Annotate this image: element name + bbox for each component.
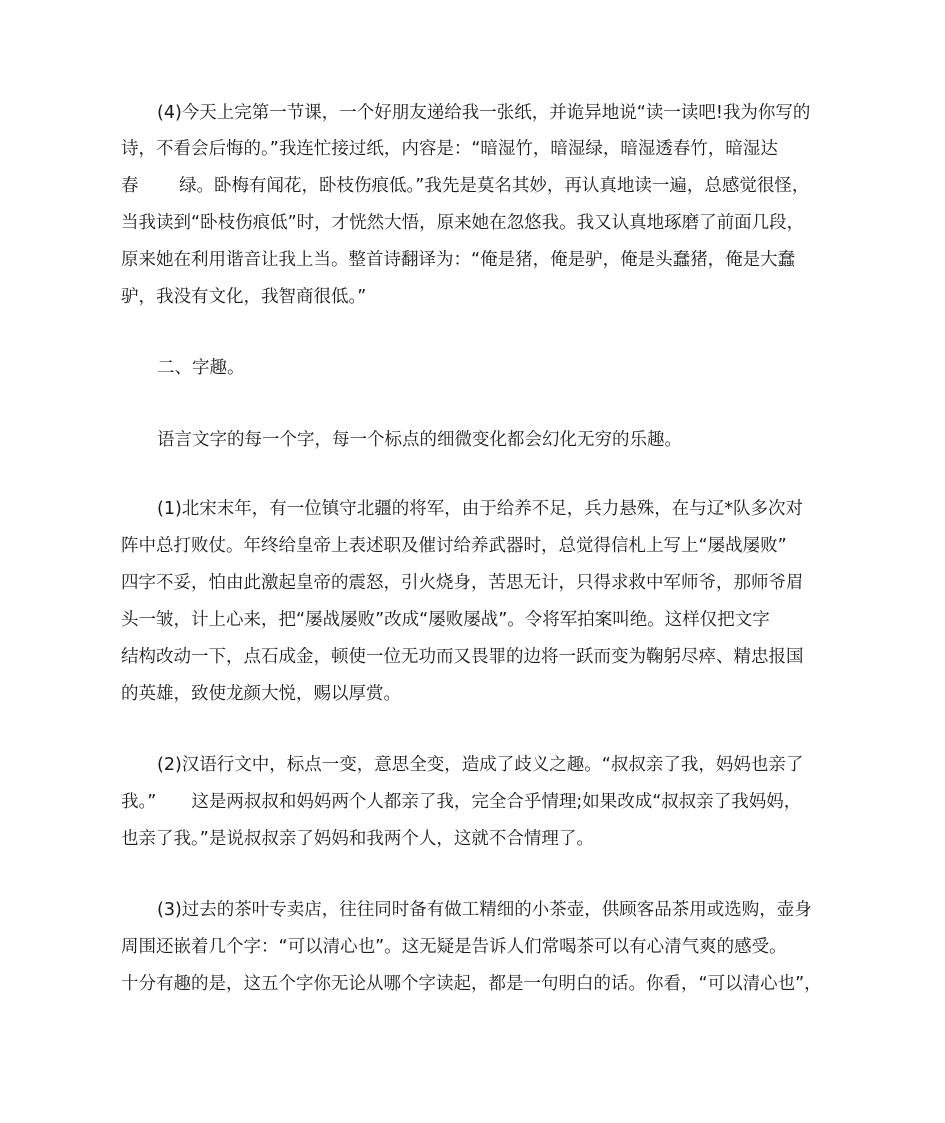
text-line: 结构改动一下，点石成金，顿使一位无功而又畏罪的边将一跃而变为鞠躬尽瘁、精忠报国: [121, 647, 804, 667]
text-line: 当我读到“卧枝伤痕低”时，才恍然大悟，原来她在忽悠我。我又认真地琢磨了前面几段，: [121, 213, 805, 233]
text-line: 诗，不看会后悔的。”我连忙接过纸，内容是：“暗湿竹，暗湿绿，暗湿透春竹，暗湿达: [121, 139, 778, 159]
text-line: (4)今天上完第一节课，一个好朋友递给我一张纸，并诡异地说“读一读吧!我为你写的: [157, 103, 811, 123]
text-line: 我。” 这是两叔叔和妈妈两个人都亲了我，完全合乎情理;如果改成“叔叔亲了我妈妈，: [121, 792, 802, 812]
text-line: 阵中总打败仗。年终给皇帝上表述职及催讨给养武器时，总觉得信札上写上“屡战屡败”: [121, 536, 787, 556]
text-line: 周围还嵌着几个字：“可以清心也”。这无疑是告诉人们常喝茶可以有心清气爽的感受。: [121, 937, 787, 957]
text-line: 驴，我没有文化，我智商很低。”: [121, 287, 367, 307]
text-line: (3)过去的茶叶专卖店，往往同时备有做工精细的小茶壶，供顾客品茶用或选购，壶身: [157, 900, 812, 920]
text-line: 也亲了我。”是说叔叔亲了妈妈和我两个人，这就不合情理了。: [121, 829, 594, 849]
section-heading: 二、字趣。: [157, 358, 245, 378]
text-line: (1)北宋末年，有一位镇守北疆的将军，由于给养不足，兵力悬殊，在与辽*队多次对: [157, 499, 804, 519]
text-line: 四字不妥，怕由此激起皇帝的震怒，引火烧身，苦思无计，只得求救中军师爷，那师爷眉: [121, 573, 804, 593]
text-line: 春 绿。卧梅有闻花，卧枝伤痕低。”我先是莫名其妙，再认真地读一遍，总感觉很怪，: [121, 176, 810, 196]
text-line: 头一皱，计上心来，把“屡战屡败”改成“屡败屡战”。令将军拍案叫绝。这样仅把文字: [121, 610, 770, 630]
text-line: 的英雄，致使龙颜大悦，赐以厚赏。: [121, 684, 401, 704]
text-line: 十分有趣的是，这五个字你无论从哪个字读起，都是一句明白的话。你看，“可以清心也”，: [121, 974, 822, 994]
section-intro: 语言文字的每一个字，每一个标点的细微变化都会幻化无穷的乐趣。: [157, 430, 682, 450]
text-line: (2)汉语行文中，标点一变，意思全变，造成了歧义之趣。“叔叔亲了我，妈妈也亲了: [157, 755, 804, 775]
text-line: 原来她在利用谐音让我上当。整首诗翻译为：“俺是猪，俺是驴，俺是头蠢猪，俺是大蠢: [121, 250, 796, 270]
